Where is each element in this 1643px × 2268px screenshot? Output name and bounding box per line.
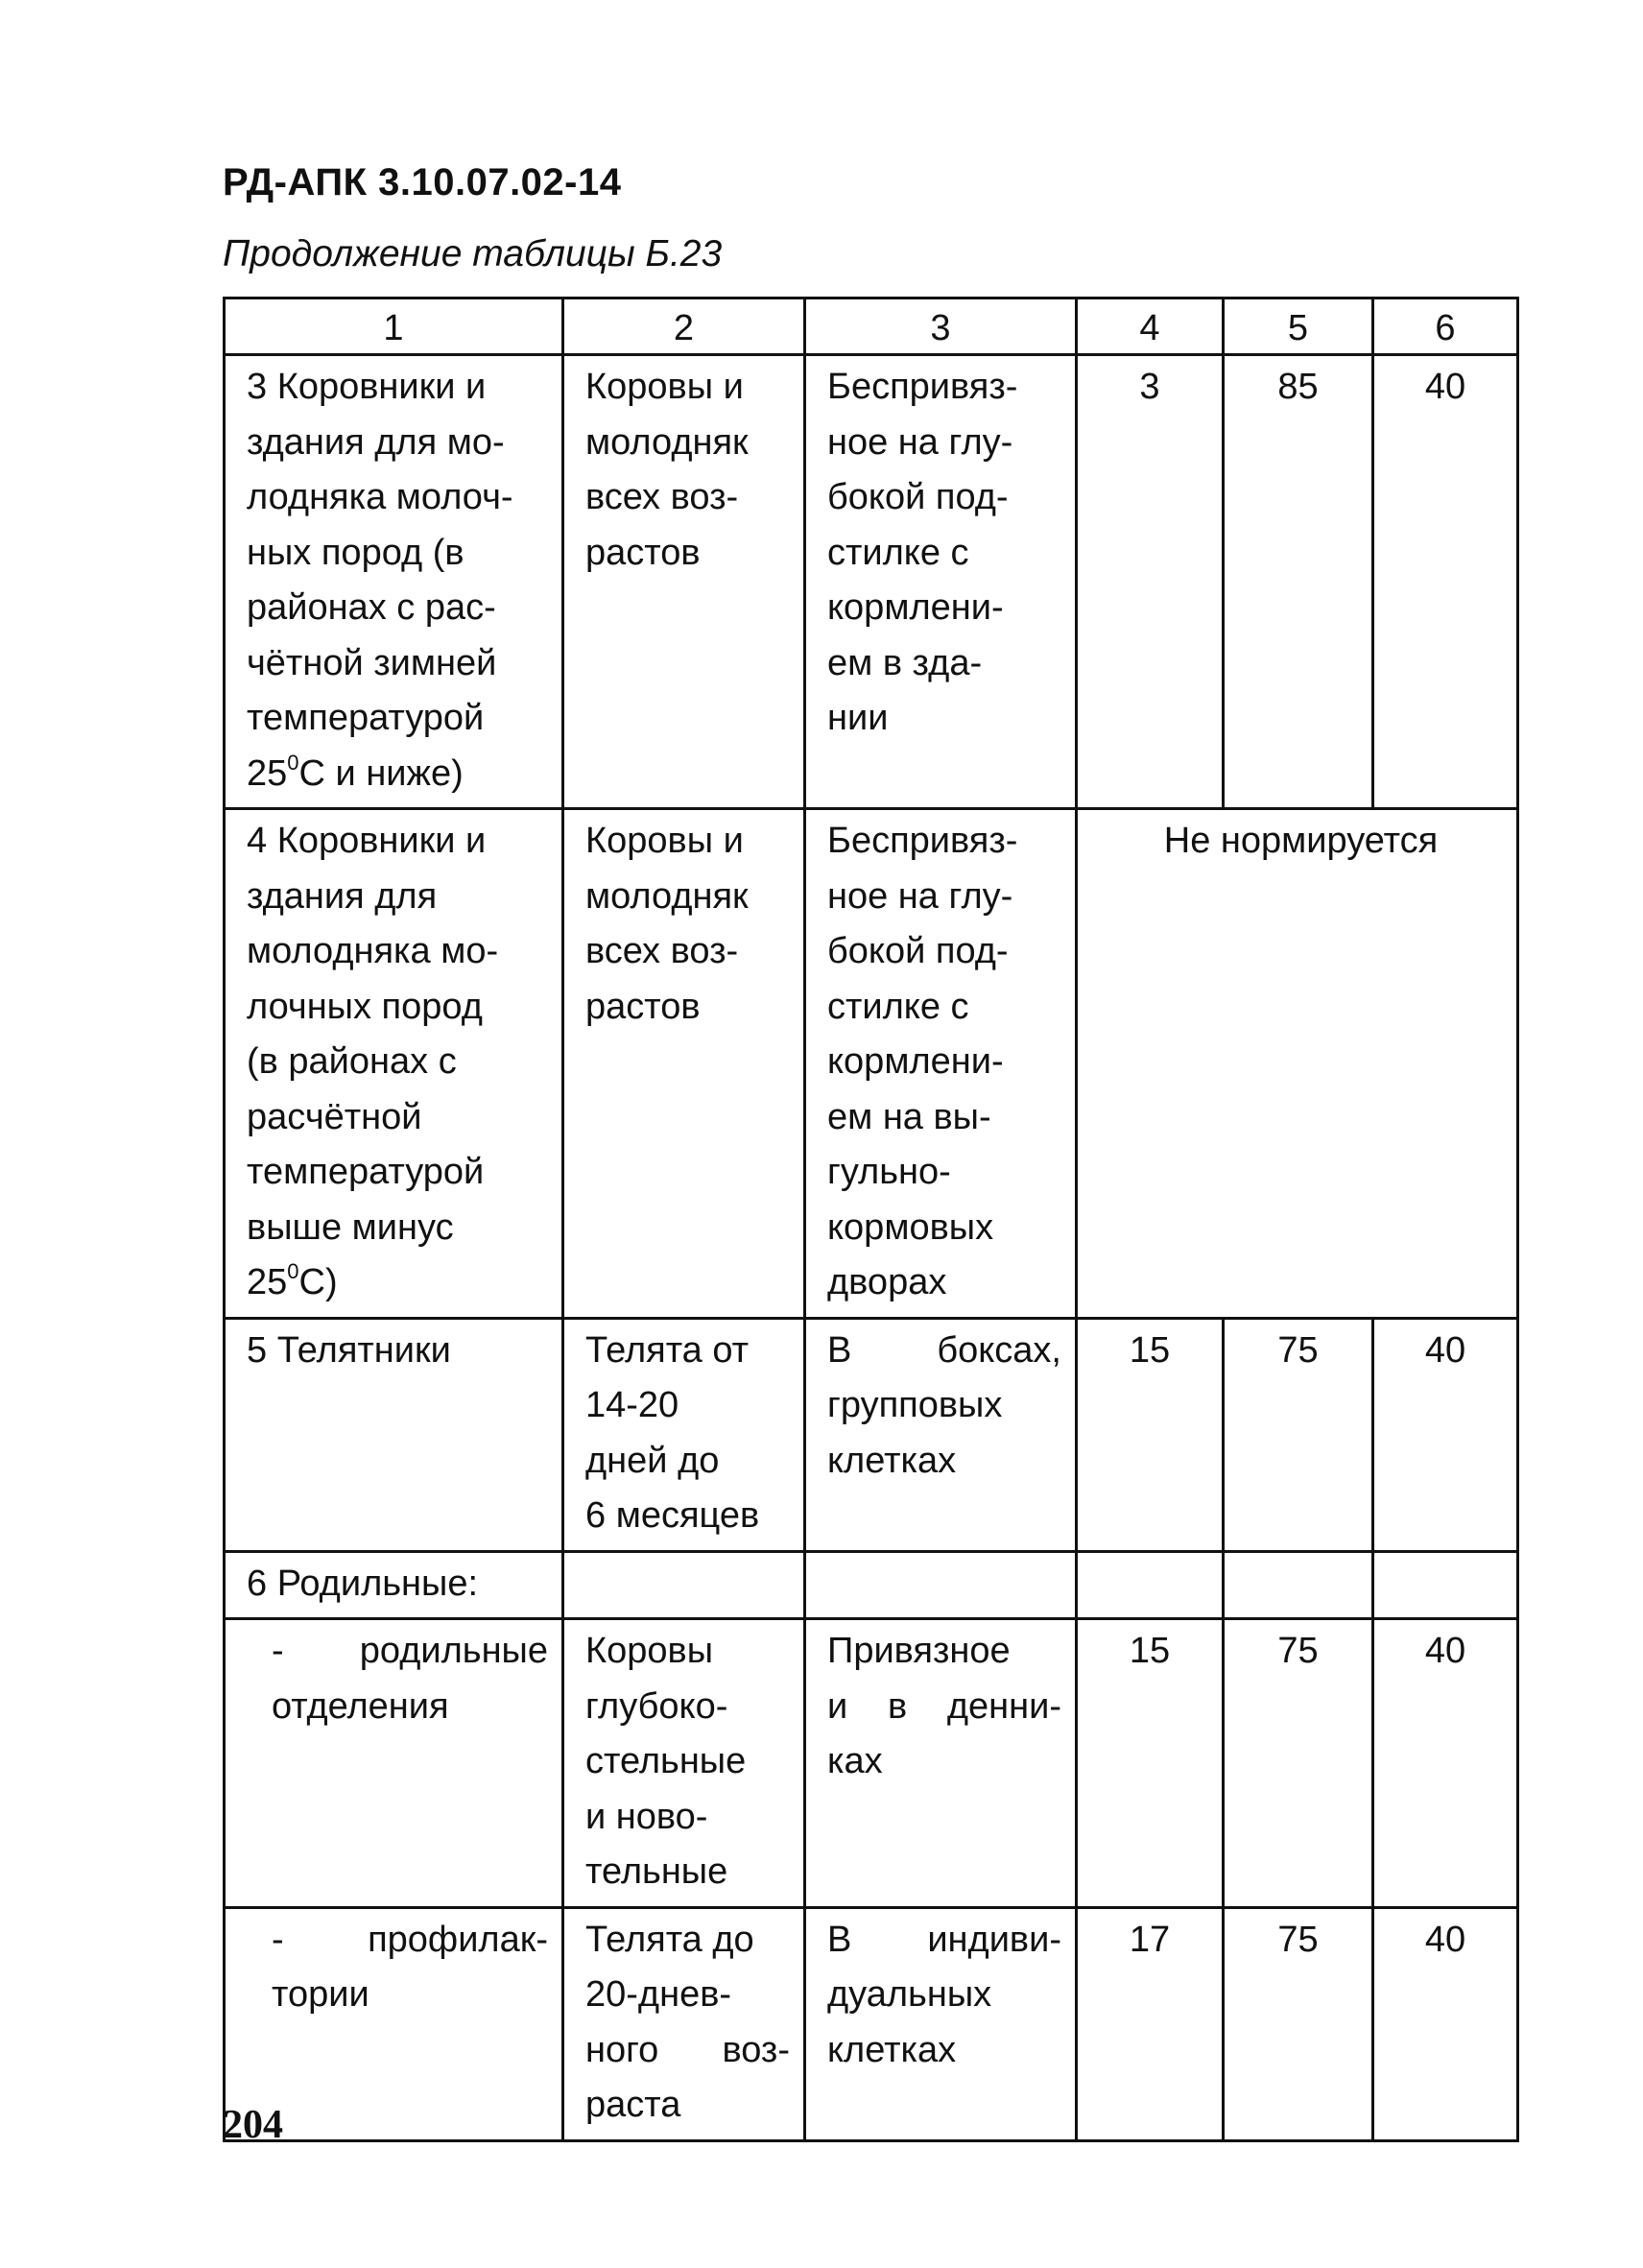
table-row — [225, 1907, 1518, 2140]
value-cell: 75 — [1224, 1619, 1373, 1908]
value-cell: 75 — [1224, 1318, 1373, 1551]
housing-method-cell: Привязное и в денни- ках — [805, 1619, 1077, 1908]
housing-method-cell: Беспривяз- ное на глу- бокой под- стилке с кормлени- ем в зда- нии — [805, 355, 1077, 809]
section-label-cell: 6 Родильные: — [225, 1551, 563, 1619]
animal-group-cell: Коровы и молодняк всех воз- растов — [563, 355, 805, 809]
table-row — [225, 355, 1518, 809]
table-caption: Продолжение таблицы Б.23 — [223, 233, 723, 275]
page-number: 204 — [223, 2103, 283, 2147]
empty-cell — [1224, 1551, 1373, 1619]
value-cell: 40 — [1373, 355, 1518, 809]
table-row — [225, 1318, 1518, 1551]
empty-cell — [805, 1551, 1077, 1619]
building-type-cell: - родильные отделения — [225, 1619, 563, 1908]
column-header: 4 — [1077, 298, 1224, 355]
housing-method-cell: В боксах, групповых клетках — [805, 1318, 1077, 1551]
building-type-cell: 5 Телятники — [225, 1318, 563, 1551]
housing-method-cell: В индиви- дуальных клетках — [805, 1907, 1077, 2140]
building-type-cell: 4 Коровники и здания для молодняка мо- лочных пород (в районах с расчётной температурой выше минус $25^0С$) — [225, 809, 563, 1319]
value-cell: 40 — [1373, 1907, 1518, 2140]
table-row — [225, 1551, 1518, 1619]
value-cell: 15 — [1077, 1318, 1224, 1551]
column-header: 2 — [563, 298, 805, 355]
value-cell: 15 — [1077, 1619, 1224, 1908]
column-header: 3 — [805, 298, 1077, 355]
housing-method-cell: Беспривяз- ное на глу- бокой под- стилке с кормлени- ем на вы- гульно- кормовых дворах — [805, 809, 1077, 1319]
value-cell: 17 — [1077, 1907, 1224, 2140]
table-row — [225, 1619, 1518, 1908]
table-row — [225, 809, 1518, 1319]
value-cell: 40 — [1373, 1619, 1518, 1908]
building-type-cell: 3 Коровники и здания для мо- лодняка молоч- ных пород (в районах с рас- чётной зимней температурой $25^0С$ и ниже) — [225, 355, 563, 809]
animal-group-cell: Телята до 20-днев- ного воз- раста — [563, 1907, 805, 2140]
value-cell: 3 — [1077, 355, 1224, 809]
not-normalized-cell: Не нормируется — [1077, 809, 1518, 1319]
value-cell: 40 — [1373, 1318, 1518, 1551]
animal-group-cell: Коровы и молодняк всех воз- растов — [563, 809, 805, 1319]
data-table — [223, 297, 1519, 2142]
column-header: 6 — [1373, 298, 1518, 355]
value-cell: 85 — [1224, 355, 1373, 809]
animal-group-cell: Коровы глубоко- стельные и ново- тельные — [563, 1619, 805, 1908]
empty-cell — [1373, 1551, 1518, 1619]
empty-cell — [1077, 1551, 1224, 1619]
empty-cell — [563, 1551, 805, 1619]
column-header: 5 — [1224, 298, 1373, 355]
animal-group-cell: Телята от 14-20 дней до 6 месяцев — [563, 1318, 805, 1551]
document-code: РД-АПК 3.10.07.02-14 — [223, 161, 622, 203]
table-header-row — [225, 298, 1518, 355]
value-cell: 75 — [1224, 1907, 1373, 2140]
building-type-cell: - профилак- тории — [225, 1907, 563, 2140]
column-header: 1 — [225, 298, 563, 355]
